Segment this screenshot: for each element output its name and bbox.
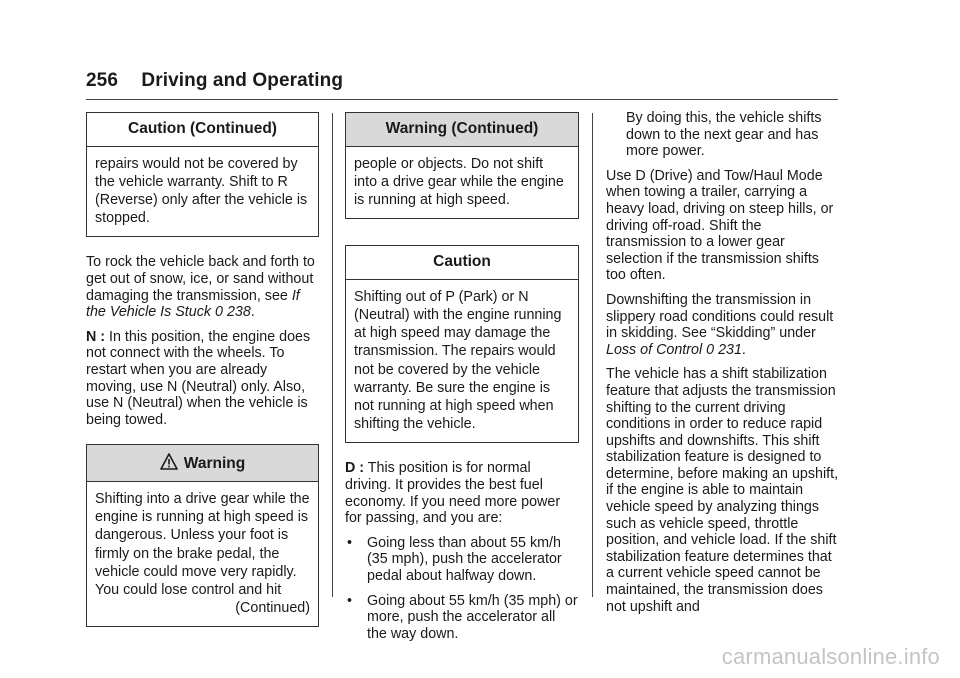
warning-triangle-icon [160,453,178,470]
neutral-text: In this position, the engine does not connect with the wheels. To restart when you are already moving, use N (Neutral) only. Also, use N (Neutral) when the vehicle is being towed. [86,328,311,428]
bullet-text: Going about 55 km/h (35 mph) or more, push the accelerator all the way down. [367,592,578,642]
warning-title-text: Warning [183,455,246,473]
warning-continued-label: (Continued) [235,600,310,617]
neutral-label: N : [86,328,106,345]
page-number: 256 [86,70,119,91]
column-middle [345,110,579,650]
page-header [86,70,343,92]
downshift-end: . [741,341,746,358]
shift-stabilization-paragraph: The vehicle has a shift stabilization feature that adjusts the transmission shifting to the current driving conditions in order to reduce rapid upshifts and downshifts. This shift stabilization feature is designed to determine, before making an upshift, if the engine is able to maintain vehicle speed by analyzing things such as vehicle speed, throttle position, and vehicle load. If the shift stabilization feature determines that a current vehicle speed cannot be maintained, the transmission does not upshift and [606,366,839,615]
column-left [86,110,319,627]
drive-text: This position is for normal driving. It provides the best fuel economy. If you need more power for passing, and you are: [345,460,561,527]
loss-of-control-page-ref[interactable]: 0 231 [706,341,742,358]
watermark: carmanualsonline.info [721,644,940,669]
list-item [345,593,579,643]
caution-continued-body: repairs would not be covered by the vehicle warranty. Shift to R (Reverse) only after the vehicle is stopped. [95,155,308,227]
stuck-link[interactable]: If the Vehicle Is Stuck [86,287,300,321]
stuck-page-ref[interactable]: 0 238 [215,304,251,321]
loss-of-control-link[interactable]: Loss of Control [606,341,703,358]
rock-text: To rock the vehicle back and forth to get out of snow, ice, or sand without damaging the transmission, see [86,254,315,304]
bullet-dot: • [347,534,353,551]
bullet-dot: • [347,592,353,609]
tow-haul-paragraph: Use D (Drive) and Tow/Haul Mode when towing a trailer, carrying a heavy load, driving on steep hills, or driving off-road. Shift the transmission to a lower gear selection if the transmission shifts too often. [606,167,834,284]
downshift-paragraph [606,292,840,358]
warning-title [87,445,318,482]
bullet-text: Going less than about 55 km/h (35 mph), push the accelerator pedal about halfway down. [367,534,562,584]
continued-bullet-text: By doing this, the vehicle shifts down to the next gear and has more power. [626,110,822,160]
drive-paragraph [345,460,579,526]
caution-title: Caution [346,246,578,280]
section-title: Driving and Operating [141,70,344,91]
list-item [345,535,579,585]
caution-continued-box [86,112,319,237]
rock-end: . [250,304,255,321]
warning-continued-box [345,112,579,219]
warning-continued-body: people or objects. Do not shift into a drive gear while the engine is running at high speed. [354,155,564,208]
drive-label: D : [345,460,365,477]
warning-continued-title: Warning (Continued) [346,113,578,147]
warning-body [87,482,318,626]
neutral-paragraph [86,329,319,429]
warning-box [86,444,319,627]
column-right [606,110,840,623]
rock-paragraph [86,254,319,320]
caution-continued-title: Caution (Continued) [87,113,318,147]
column-divider-2 [592,113,593,597]
column-divider-1 [332,113,333,597]
caution-box [345,245,579,443]
downshift-text: Downshifting the transmission in slippery road conditions could result in skidding. See “Skidding” under [606,291,834,342]
caution-body: Shifting out of P (Park) or N (Neutral) with the engine running at high speed may damage the transmission. The repairs would not be covered by the vehicle warranty. Be sure the engine is not running at high speed when shifting the vehicle. [354,288,562,433]
warning-body-text: Shifting into a drive gear while the engine is running at high speed is dangerous. Unless your foot is firmly on the brake pedal, the vehicle could move very rapidly. You could lose control and hit [95,490,310,598]
header-rule [86,99,838,100]
